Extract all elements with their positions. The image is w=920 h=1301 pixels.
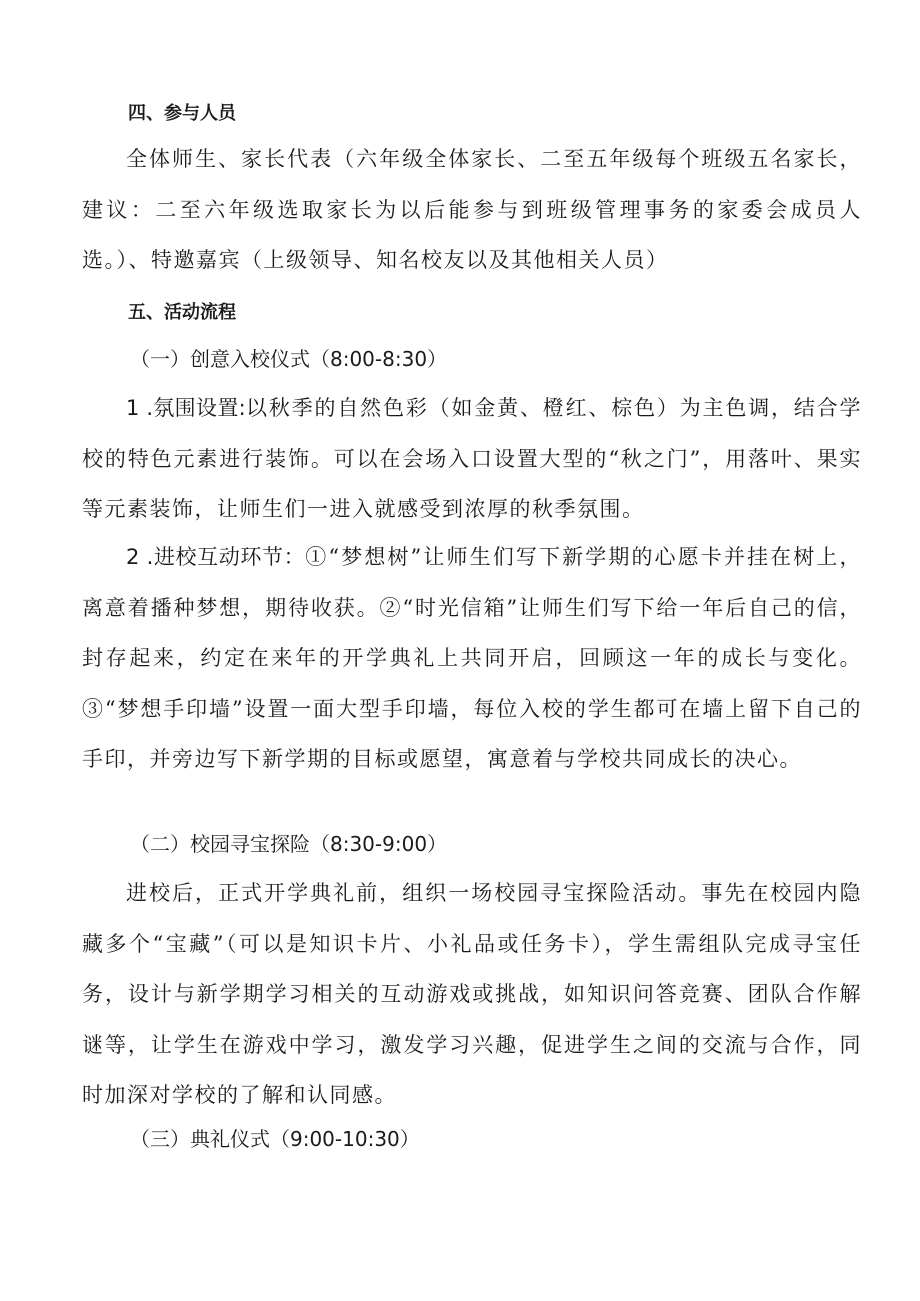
treasure-hunt-paragraph: 进校后，正式开学典礼前，组织一场校园寻宝探险活动。事先在校园内隐藏多个“宝藏”（可以是知识卡片、小礼品或任务卡），学生需组队完成寻宝任务，设计与新学期学习相关的互动游戏或挑战，如知识问答竞赛、团队合作解谜等，让学生在游戏中学习，激发学习兴趣，促进学生之间的交流与合作，同时加深对学校的了解和认同感。	[82, 881, 862, 1107]
entry-interaction-paragraph	[82, 532, 862, 785]
atmosphere-text: 以秋季的自然色彩（如金黄、橙红、棕色）为主色调，结合学校的特色元素进行装饰。可以在会场入口设置大型的“秋之门”，用落叶、果实等元素装饰，让师生们一进入就感受到浓厚的秋季氛围。	[82, 396, 862, 521]
subsection-title-entry-ceremony: （一）创意入校仪式（8:00-8:30）	[130, 347, 448, 371]
section-heading-participants: 四、参与人员	[128, 103, 236, 124]
atmosphere-paragraph	[82, 383, 862, 535]
section-heading-process: 五、活动流程	[128, 302, 236, 323]
entry-interaction-lead: 2 .进校互动环节：	[126, 545, 306, 569]
participants-paragraph: 全体师生、家长代表（六年级全体家长、二至五年级每个班级五名家长，建议：二至六年级选取家长为以后能参与到班级管理事务的家委会成员人选。）、特邀嘉宾（上级领导、知名校友以及其他相关人员）	[82, 147, 862, 272]
subsection-title-ceremony: （三）典礼仪式（9:00-10:30）	[130, 1127, 420, 1151]
subsection-title-treasure-hunt: （二）校园寻宝探险（8:30-9:00）	[130, 832, 448, 856]
atmosphere-lead: 1 .氛围设置:	[126, 396, 246, 420]
entry-interaction-text: ①“梦想树”让师生们写下新学期的心愿卡并挂在树上，离意着播种梦想，期待收获。②“时光信箱”让师生们写下给一年后自己的信，封存起来，约定在来年的开学典礼上共同开启，回顾这一年的成长与变化。③“梦想手印墙”设置一面大型手印墙，每位入校的学生都可在墙上留下自己的手印，并旁边写下新学期的目标或愿望，寓意着与学校共同成长的决心。	[82, 545, 862, 771]
